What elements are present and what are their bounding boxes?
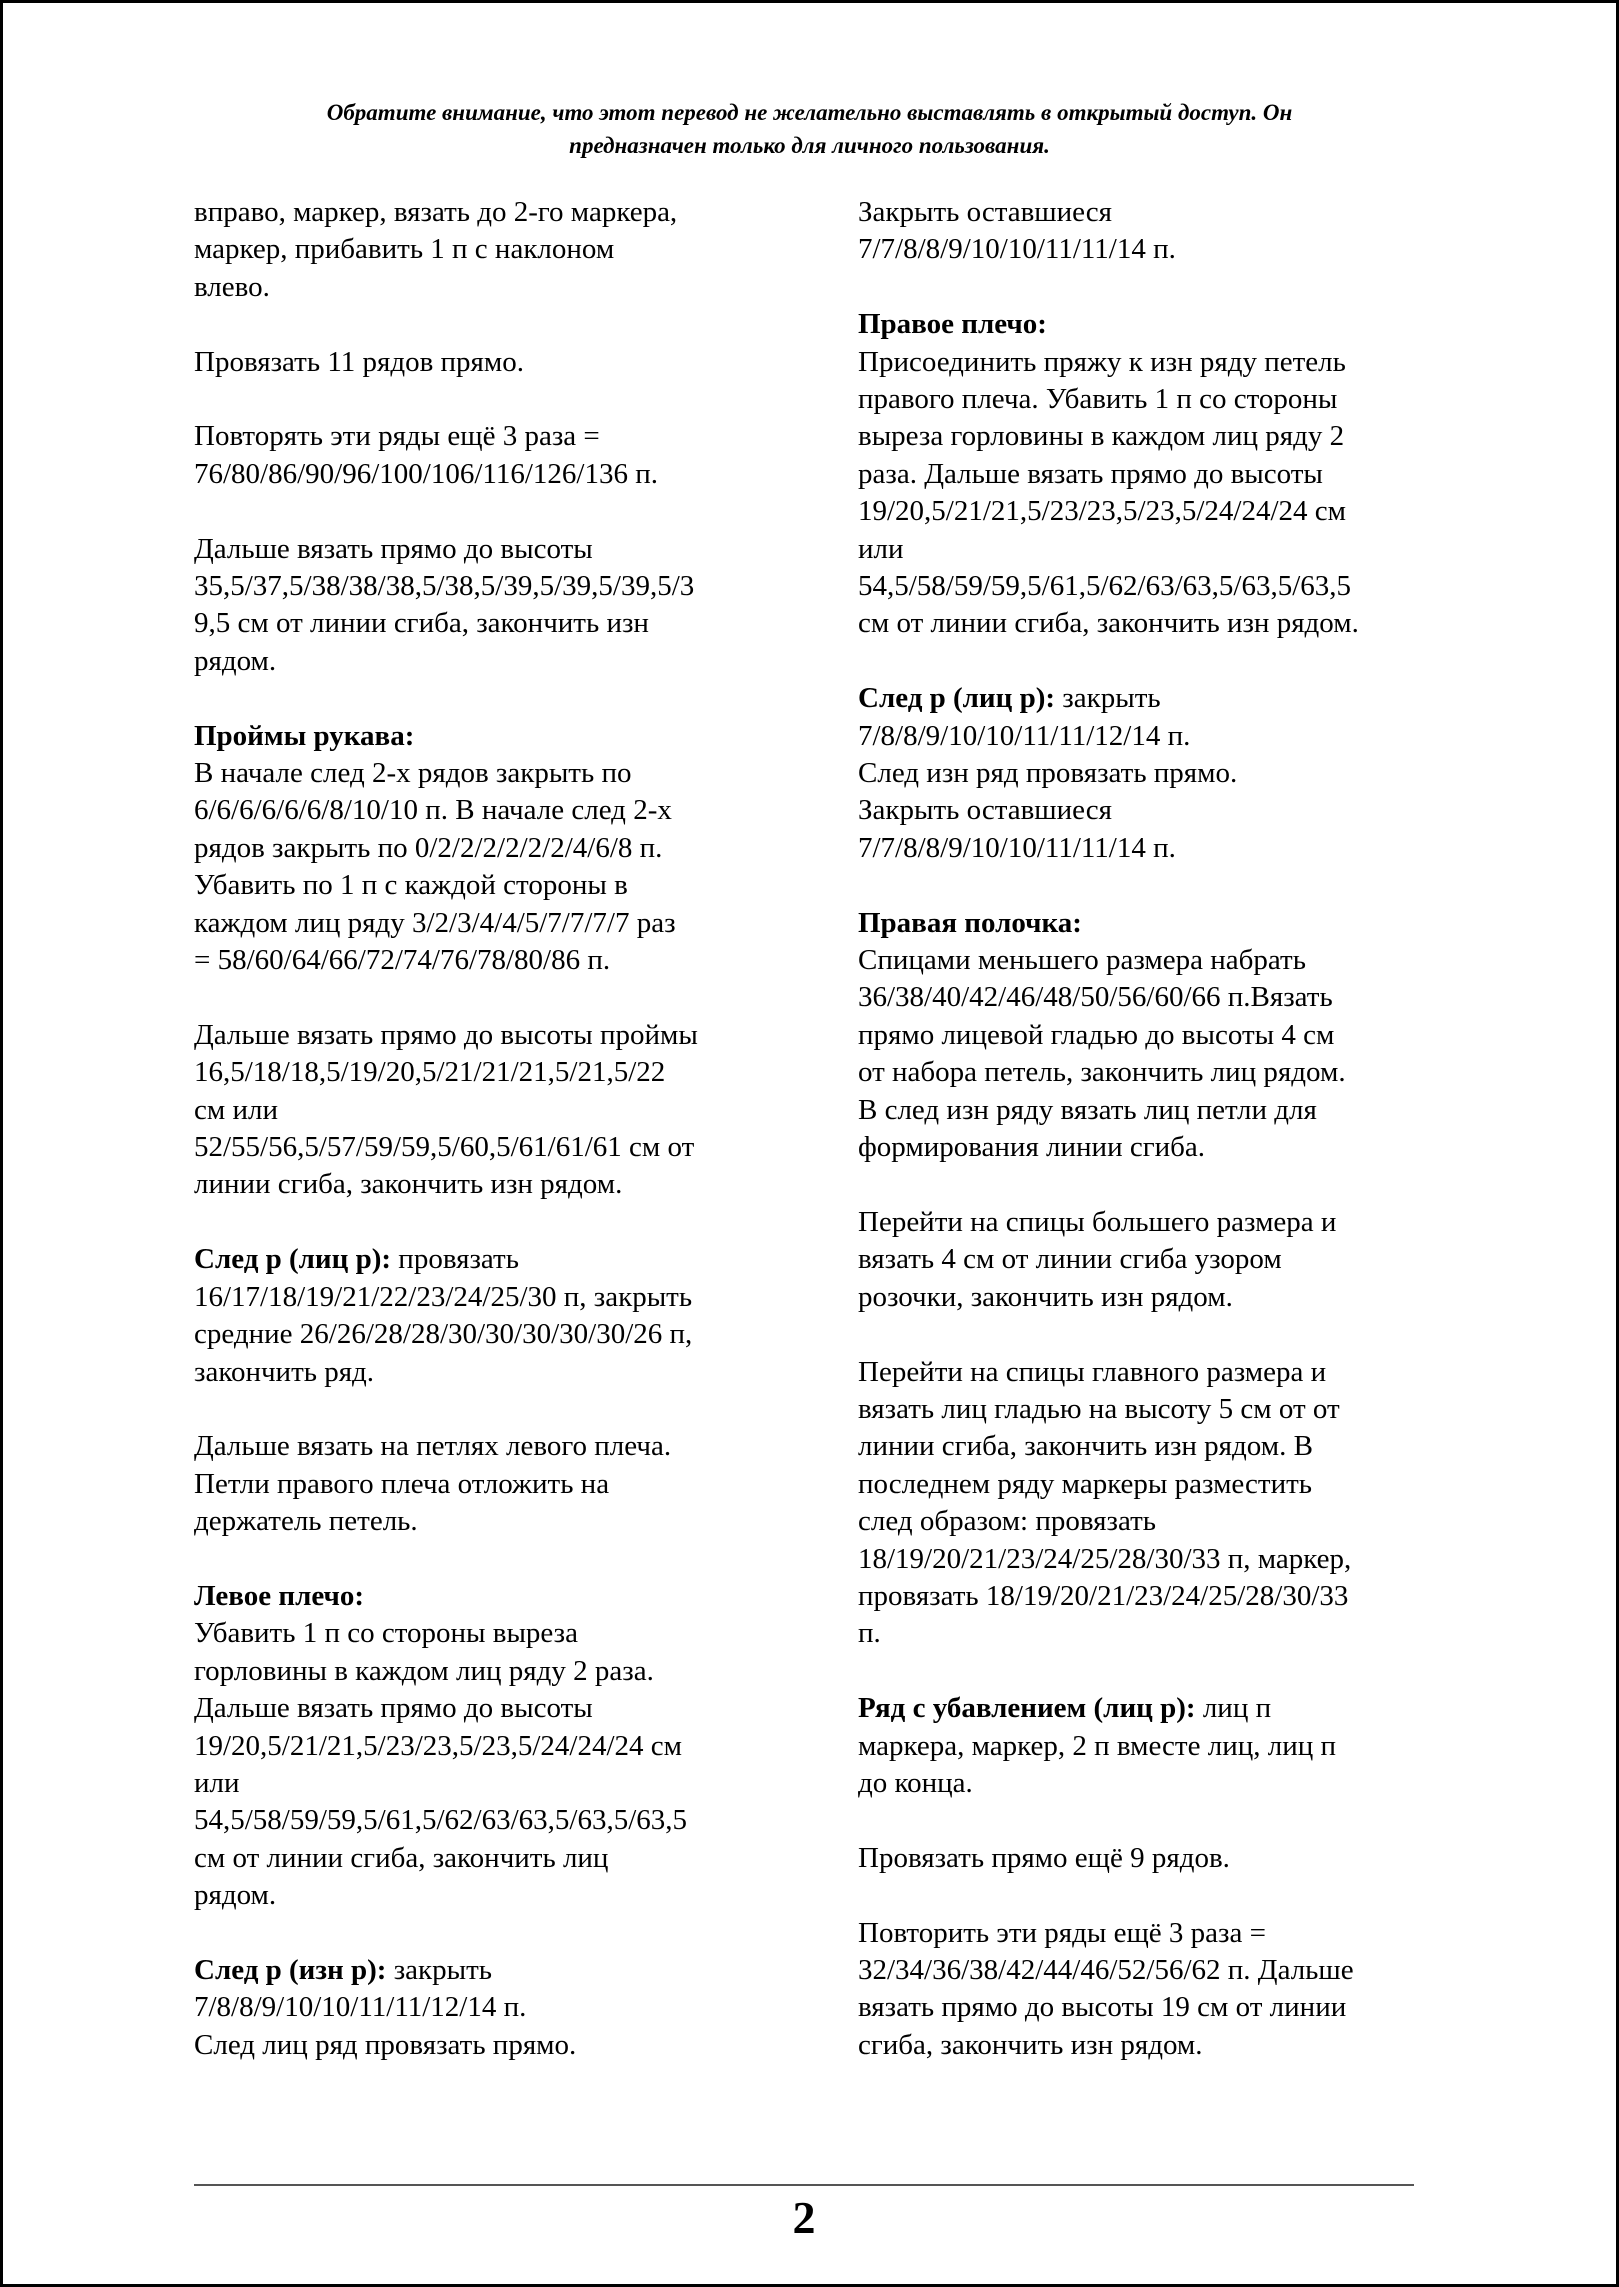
text-line: След изн ряд провязать прямо. xyxy=(858,757,1238,790)
text-line xyxy=(858,1690,1448,1727)
text-line: Дальше вязать на петлях левого плеча. xyxy=(194,1430,672,1463)
text-line: Петли правого плеча отложить на xyxy=(194,1467,610,1500)
text-line: правого плеча. Убавить 1 п со стороны xyxy=(858,383,1338,416)
text-line: вправо, маркер, вязать до 2-го маркера, xyxy=(194,196,678,228)
text-line: Повторять эти ряды ещё 3 раза = xyxy=(194,420,600,453)
paragraph xyxy=(194,1428,784,1540)
paragraph xyxy=(194,1952,784,2064)
text-line: рядом. xyxy=(194,644,277,677)
text-line: Дальше вязать прямо до высоты xyxy=(194,532,593,565)
paragraph xyxy=(194,344,784,381)
text-line: 9,5 см от линии сгиба, закончить изн xyxy=(194,607,649,640)
text-line: Провязать 11 рядов прямо. xyxy=(194,345,524,378)
section-heading: Правое плечо: xyxy=(858,308,1047,341)
left-shoulder-section xyxy=(194,1578,784,1915)
text-line: 16/17/18/19/21/22/23/24/25/30 п, закрыть xyxy=(194,1280,693,1313)
paragraph xyxy=(858,1690,1448,1802)
text-line: Дальше вязать прямо до высоты проймы xyxy=(194,1018,698,1051)
paragraph xyxy=(194,1017,784,1204)
text-line: см или xyxy=(194,1093,278,1126)
text-line: Провязать прямо ещё 9 рядов. xyxy=(858,1841,1230,1874)
text-line: 76/80/86/90/96/100/106/116/126/136 п. xyxy=(194,457,658,490)
text-line: 7/7/8/8/9/10/10/11/11/14 п. xyxy=(858,233,1176,266)
text-line: линии сгиба, закончить изн рядом. xyxy=(194,1168,623,1201)
paragraph xyxy=(194,194,784,306)
text-line: линии сгиба, закончить изн рядом. В xyxy=(858,1430,1313,1463)
text-line: 52/55/56,5/57/59/59,5/60,5/61/61/61 см от xyxy=(194,1131,695,1164)
inline-text: лиц п xyxy=(1195,1692,1272,1725)
header-notice xyxy=(150,96,1469,162)
paragraph xyxy=(858,1204,1448,1316)
text-line: формирования линии сгиба. xyxy=(858,1131,1205,1164)
text-line: рядов закрыть по 0/2/2/2/2/2/2/4/6/8 п. xyxy=(194,831,663,864)
paragraph xyxy=(858,1915,1448,2065)
inline-label: След р (лиц р): xyxy=(194,1243,392,1276)
text-line: рядом. xyxy=(194,1879,277,1912)
text-line: вязать прямо до высоты 19 см от линии xyxy=(858,1991,1347,2024)
paragraph xyxy=(858,194,1448,269)
page-number: 2 xyxy=(792,2192,816,2243)
text-line: раза. Дальше вязать прямо до высоты xyxy=(858,457,1323,490)
text-line: горловины в каждом лиц ряду 2 раза. xyxy=(194,1654,654,1687)
text-line: закончить ряд. xyxy=(194,1355,375,1388)
text-line: каждом лиц ряду 3/2/3/4/4/5/7/7/7/7 раз xyxy=(194,906,676,939)
right-shoulder-section xyxy=(858,306,1448,643)
text-line: 54,5/58/59/59,5/61,5/62/63/63,5/63,5/63,5 xyxy=(194,1804,688,1837)
inline-label: След р (лиц р): xyxy=(858,682,1056,715)
text-line: средние 26/26/28/28/30/30/30/30/30/26 п, xyxy=(194,1318,693,1351)
text-line: сгиба, закончить изн рядом. xyxy=(858,2028,1203,2061)
text-line: Дальше вязать прямо до высоты xyxy=(194,1692,593,1725)
text-line: 7/7/8/8/9/10/10/11/11/14 п. xyxy=(858,831,1176,864)
text-line: В начале след 2-х рядов закрыть по xyxy=(194,757,632,790)
text-line: см от линии сгиба, закончить лиц xyxy=(194,1841,609,1874)
section-heading: Проймы рукава: xyxy=(194,719,415,752)
text-line: влево. xyxy=(194,270,270,303)
text-line: Убавить 1 п со стороны выреза xyxy=(194,1617,578,1650)
text-line: В след изн ряду вязать лиц петли для xyxy=(858,1093,1317,1126)
text-line: см от линии сгиба, закончить изн рядом. xyxy=(858,607,1359,640)
armholes-section xyxy=(194,718,784,980)
text-line: След лиц ряд провязать прямо. xyxy=(194,2028,577,2061)
text-line: Перейти на спицы главного размера и xyxy=(858,1355,1327,1388)
text-line: 7/8/8/9/10/10/11/11/12/14 п. xyxy=(858,719,1191,752)
inline-text: провязать xyxy=(391,1243,519,1276)
text-line: Закрыть оставшиеся xyxy=(858,794,1112,827)
text-line: маркера, маркер, 2 п вместе лиц, лиц п xyxy=(858,1729,1337,1762)
paragraph xyxy=(194,1241,784,1391)
text-line: держатель петель. xyxy=(194,1505,418,1538)
inline-text: закрыть xyxy=(386,1953,492,1986)
text-line: 54,5/58/59/59,5/61,5/62/63/63,5/63,5/63,5 xyxy=(858,570,1352,603)
right-front-section xyxy=(858,905,1448,1167)
text-line: 7/8/8/9/10/10/11/11/12/14 п. xyxy=(194,1991,527,2024)
text-line: 35,5/37,5/38/38/38,5/38,5/39,5/39,5/39,5/3 xyxy=(194,570,695,603)
inline-text: закрыть xyxy=(1055,682,1161,715)
text-line: Спицами меньшего размера набрать xyxy=(858,944,1306,977)
text-line: Убавить по 1 п с каждой стороны в xyxy=(194,869,628,902)
text-line: последнем ряду маркеры разместить xyxy=(858,1467,1312,1500)
text-line: 36/38/40/42/46/48/50/56/60/66 п.Вязать xyxy=(858,981,1333,1014)
text-line: от набора петель, закончить лиц рядом. xyxy=(858,1056,1346,1089)
left-column xyxy=(194,194,784,2102)
section-heading: Левое плечо: xyxy=(194,1579,365,1612)
section-heading: Правая полочка: xyxy=(858,906,1082,939)
text-line xyxy=(194,1241,784,1278)
right-column xyxy=(858,194,1448,2102)
text-line: розочки, закончить изн рядом. xyxy=(858,1280,1233,1313)
text-line: до конца. xyxy=(858,1766,973,1799)
paragraph xyxy=(858,680,1448,867)
text-line: след образом: провязать xyxy=(858,1505,1157,1538)
text-line: = 58/60/64/66/72/74/76/78/80/86 п. xyxy=(194,944,611,977)
text-line: 6/6/6/6/6/6/8/10/10 п. В начале след 2-х xyxy=(194,794,672,827)
text-line: Повторить эти ряды ещё 3 раза = xyxy=(858,1916,1266,1949)
text-line xyxy=(858,680,1448,717)
text-line: выреза горловины в каждом лиц ряду 2 xyxy=(858,420,1345,453)
paragraph xyxy=(194,531,784,681)
text-line: или xyxy=(194,1766,240,1799)
inline-label: След р (изн р): xyxy=(194,1953,387,1986)
text-line: 19/20,5/21/21,5/23/23,5/23,5/24/24/24 см xyxy=(194,1729,682,1762)
text-line: Закрыть оставшиеся xyxy=(858,196,1112,228)
paragraph xyxy=(194,418,784,493)
paragraph xyxy=(858,1354,1448,1653)
notice-line-1: Обратите внимание, что этот перевод не желательно выставлять в открытый доступ. Он xyxy=(326,100,1293,125)
text-line: или xyxy=(858,532,904,565)
text-line: 32/34/36/38/42/44/46/52/56/62 п. Дальше xyxy=(858,1953,1354,1986)
inline-label: Ряд с убавлением (лиц р): xyxy=(858,1692,1196,1725)
text-line: п. xyxy=(858,1617,881,1650)
text-line: вязать 4 см от линии сгиба узором xyxy=(858,1243,1282,1276)
text-line: Перейти на спицы большего размера и xyxy=(858,1205,1337,1238)
footer-divider xyxy=(194,2184,1414,2186)
text-line: маркер, прибавить 1 п с наклоном xyxy=(194,233,615,266)
text-line: вязать лиц гладью на высоту 5 см от от xyxy=(858,1392,1340,1425)
text-line: прямо лицевой гладью до высоты 4 см xyxy=(858,1018,1335,1051)
paragraph xyxy=(858,1840,1448,1877)
text-line: 16,5/18/18,5/19/20,5/21/21/21,5/21,5/22 xyxy=(194,1056,666,1089)
text-line: провязать 18/19/20/21/23/24/25/28/30/33 xyxy=(858,1579,1349,1612)
notice-line-2: предназначен только для личного пользования. xyxy=(569,133,1050,158)
text-line: Присоединить пряжу к изн ряду петель xyxy=(858,345,1346,378)
text-line: 19/20,5/21/21,5/23/23,5/23,5/24/24/24 см xyxy=(858,495,1346,528)
text-line xyxy=(194,1952,784,1989)
text-line: 18/19/20/21/23/24/25/28/30/33 п, маркер, xyxy=(858,1542,1352,1575)
